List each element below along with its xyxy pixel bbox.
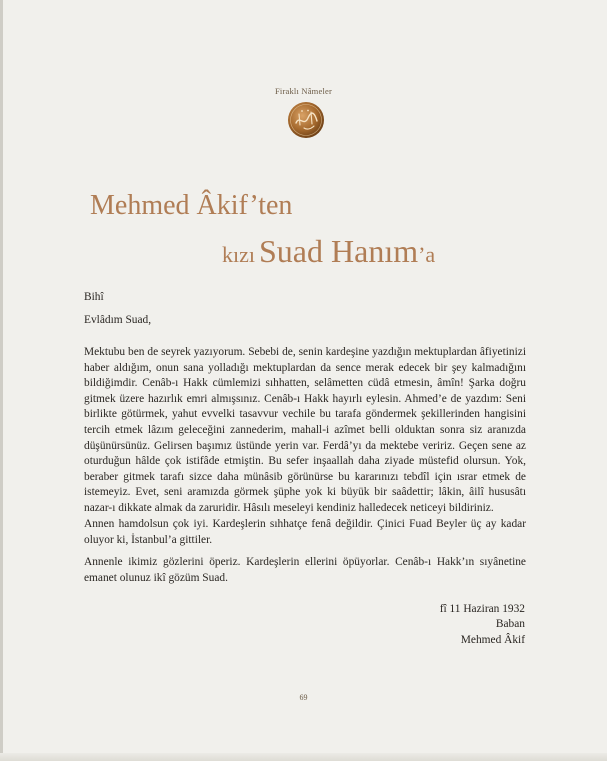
salutation-bihi: Bihî bbox=[84, 291, 104, 303]
salutation-evladim: Evlâdım Suad, bbox=[84, 314, 152, 326]
page-number: 69 bbox=[299, 693, 308, 702]
page-bottom-edge bbox=[0, 753, 607, 761]
title-name: Suad Hanım bbox=[259, 233, 419, 269]
title-word-kizi: kızı bbox=[222, 242, 255, 267]
signature-date: fî 11 Haziran 1932 bbox=[439, 603, 525, 615]
signature-block bbox=[440, 602, 525, 648]
title-suffix: ’a bbox=[418, 242, 436, 267]
signature-relation: Baban bbox=[495, 618, 525, 631]
title-line-1: Mehmed Âkif’ten bbox=[90, 190, 293, 221]
title-line-2 bbox=[222, 233, 435, 270]
letter-paragraph-1: Mektubu ben de seyrek yazıyorum. Sebebi de, senin kardeşine yazdığın mektuplardan âfiyetinizi haber aldığım, onun sana yolladığı mektuplardan da sence merak edecek bir şey kalmadığını bildiğimdir. Cenâb-ı Hakk cümlemizi sıhhatten, selâmetten cüdâ etmesin, âmîn! Şarka doğru gitmek üzere hazırlık emri almışsınız. Cenâb-ı Hakk hayırlı eylesin. Ahmed’e de yazdım: Seni birlikte götürmek, yahut evvelki tasavvur vechile bu tarafa göndermek şekillerinden hangisini tercih etmek lâzım geleceğini zannederim, mahall-i azîmet belli olduktan sonra siz aranızda düşünürsünüz. Gelirsen başımız üstünde yerin var. Ferdâ’yı da mektebe veririz. Geçen sene az oturduğun hâlde çok istifâde etmiştin. Bu sefer inşaallah daha ziyade müstefid olursun. Yok, beraber gitmek tarafı sizce daha münâsib görünürse bu kararınızı tebdîl için ısrar etmek de istemeyiz. Evet, seni aramızda görmek şüphe yok ki büyük bir saâdettir; lâkin, âilî hususâtı nazar-ı dikkate almak da zaruridir. Hâsılı meseleyi kendiniz halledecek neticeyi bildiriniz. bbox=[84, 346, 526, 514]
letter-paragraph-2: Annen hamdolsun çok iyi. Kardeşlerin sıhhatçe fenâ değildir. Çinici Fuad Beyler üç ay kadar oluyor ki, İstanbul’a gittiler. bbox=[84, 518, 526, 546]
running-head: Firaklı Nâmeler bbox=[274, 86, 333, 96]
calligraphic-seal-icon bbox=[287, 101, 325, 139]
signature-name: Mehmed Âkif bbox=[460, 633, 525, 646]
page-binding-edge bbox=[0, 0, 3, 761]
letter-paragraph-3: Annenle ikimiz gözlerini öperiz. Kardeşlerin ellerini öpüyorlar. Cenâb-ı Hakk’ın sıyânetine emanet olunuz ikî gözüm Suad. bbox=[84, 556, 526, 584]
